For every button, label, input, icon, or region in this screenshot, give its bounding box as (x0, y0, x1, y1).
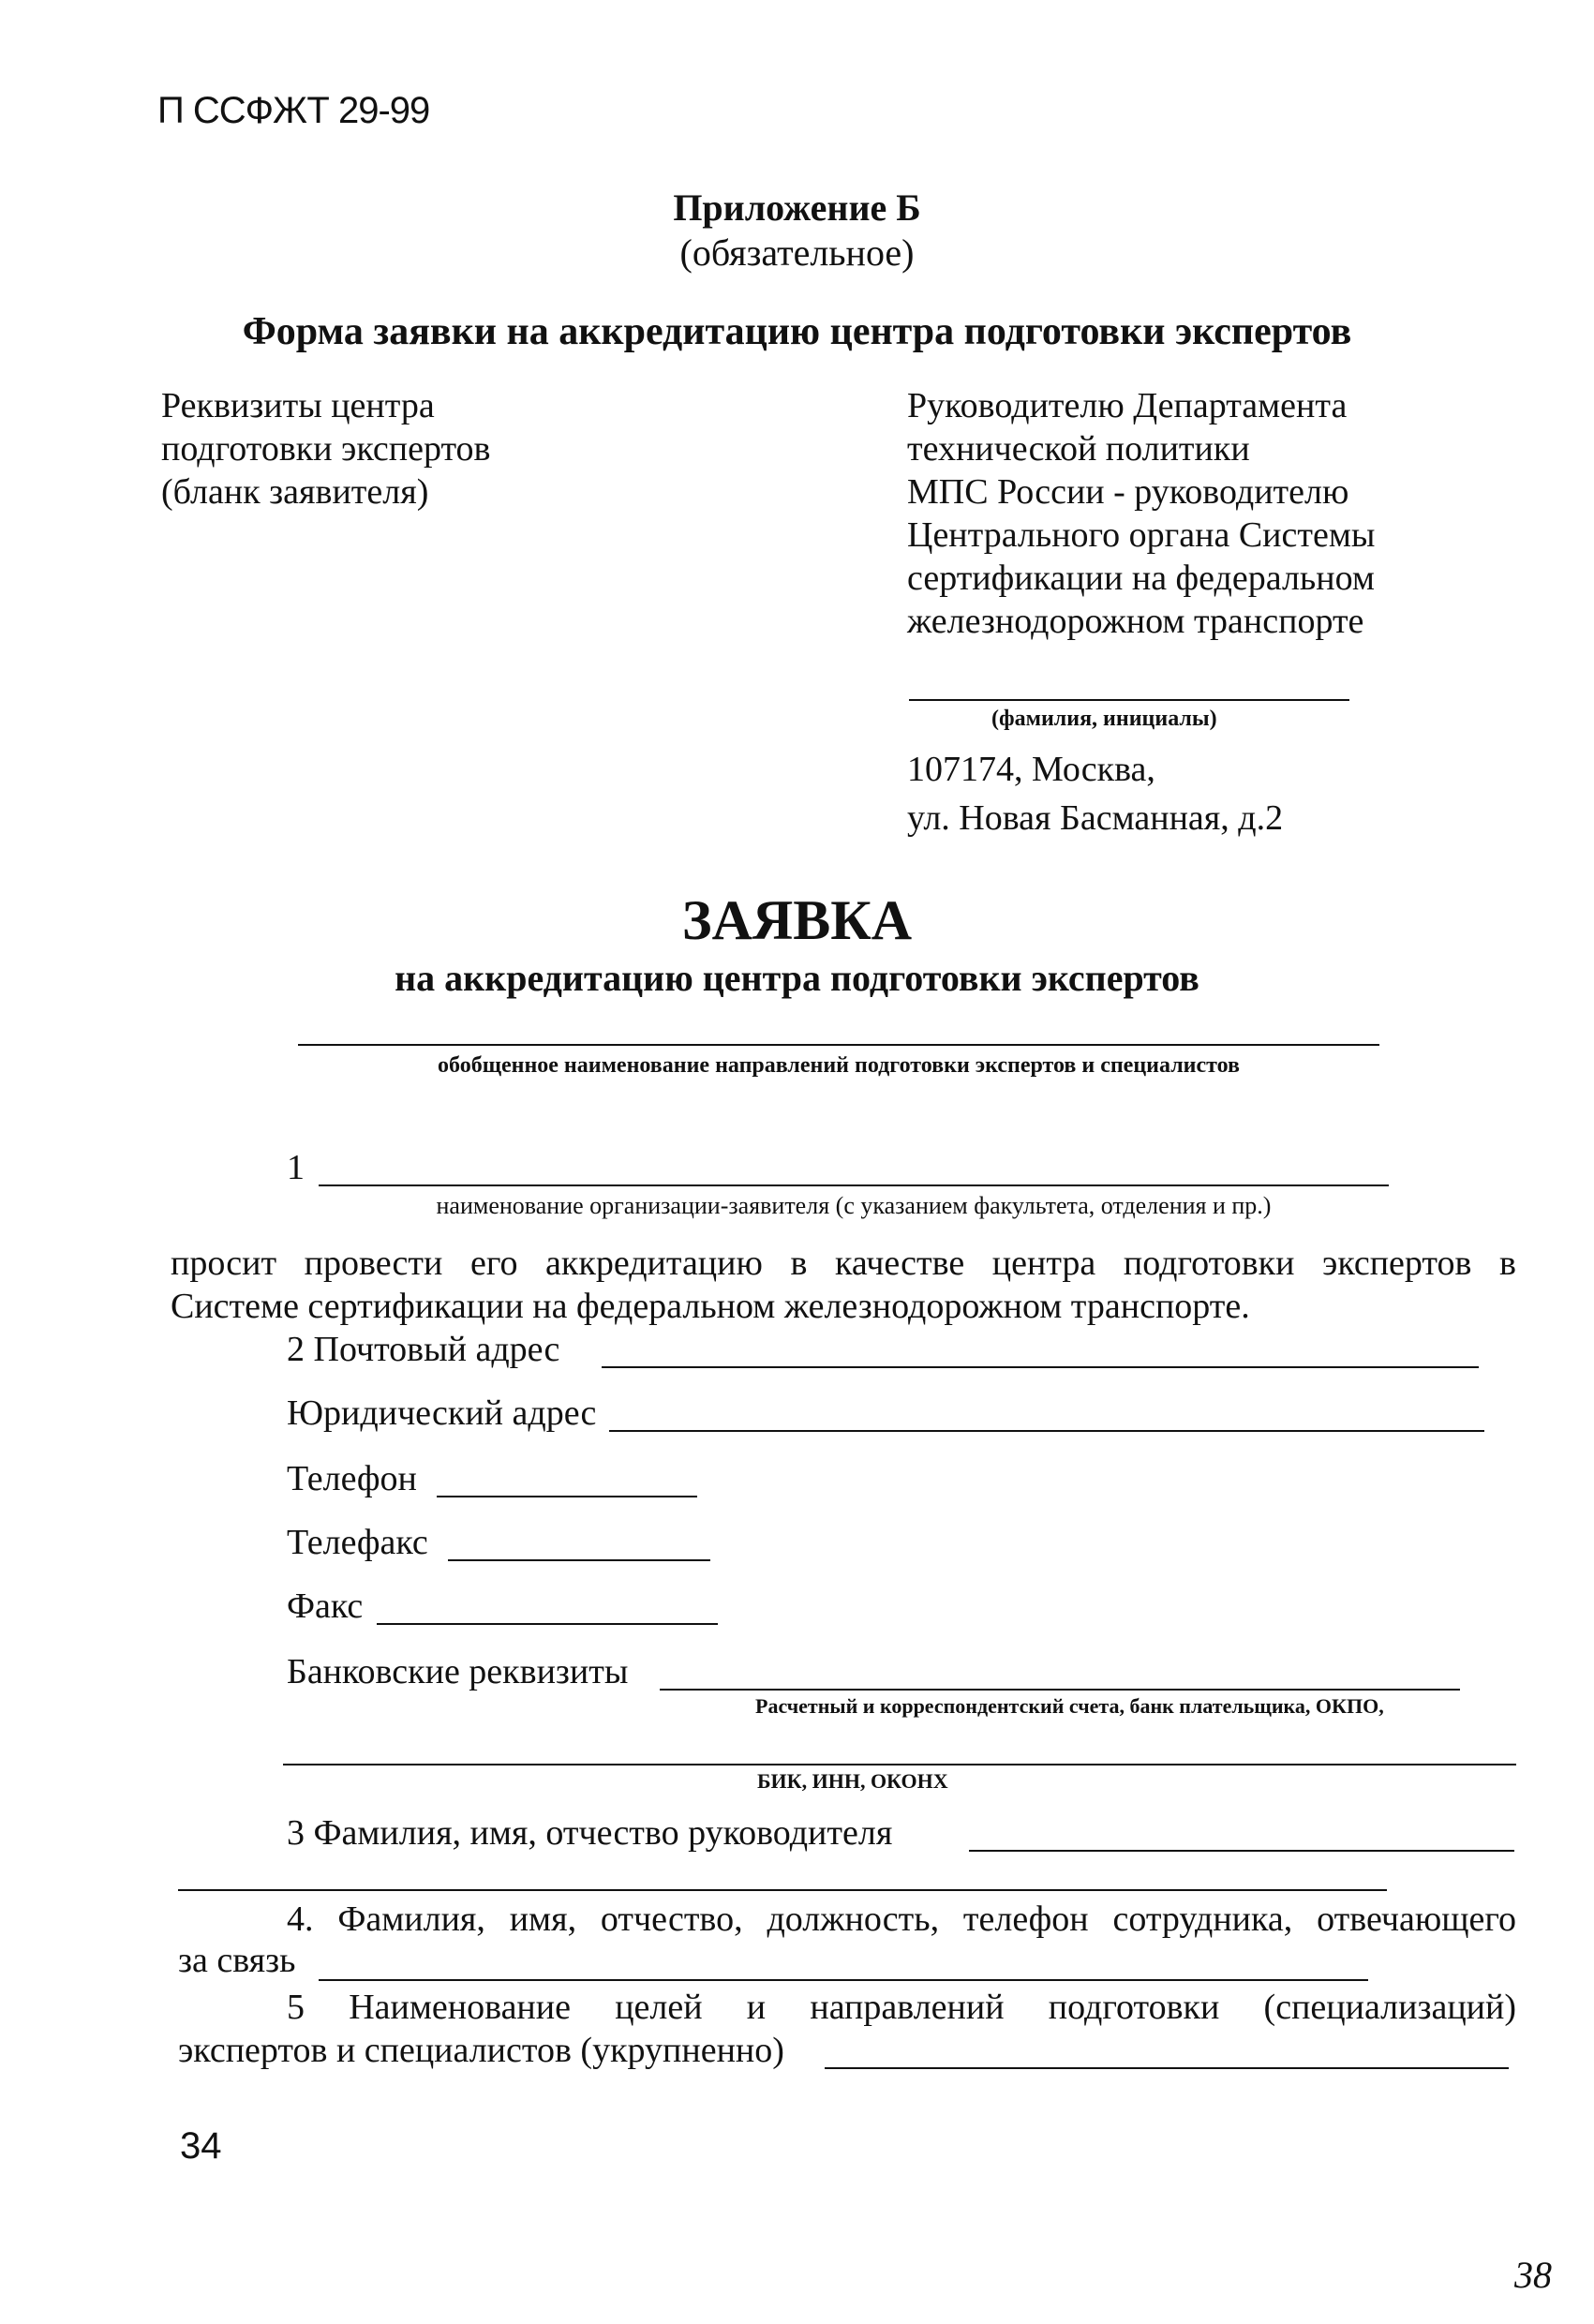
address-line-1: 107174, Москва, (907, 750, 1155, 789)
director-name-label: 3 Фамилия, имя, отчество руководителя (287, 1813, 893, 1853)
postal-address-field[interactable] (602, 1366, 1479, 1368)
contact-person-label-line-2: за связь (178, 1941, 296, 1980)
item-1-text-line-2: Системе сертификации на федеральном железнодорожном транспорте. (171, 1287, 1250, 1326)
appendix-title: Приложение Б (673, 186, 921, 229)
organization-name-caption: наименование организации-заявителя (с указанием факультета, отделения и пр.) (436, 1192, 1272, 1219)
bank-details-field-1[interactable] (660, 1689, 1460, 1691)
address-line-2: ул. Новая Басманная, д.2 (907, 798, 1284, 838)
directions-line (298, 1044, 1379, 1046)
bank-details-caption-2: БИК, ИНН, ОКОНХ (757, 1769, 948, 1793)
telefax-field[interactable] (448, 1559, 710, 1561)
training-goals-label-line-1: 5 Наименование целей и направлений подготовки (специализаций) (287, 1988, 1516, 2027)
item-1-number: 1 (287, 1148, 305, 1187)
contact-person-field[interactable] (319, 1979, 1368, 1981)
fax-field[interactable] (377, 1623, 718, 1625)
addressee-name-caption: (фамилия, инициалы) (991, 707, 1217, 731)
addressee-name-line (909, 699, 1349, 701)
bank-details-caption-1: Расчетный и корреспондентский счета, банк плательщика, ОКПО, (755, 1694, 1384, 1718)
addressee-line-4: Центрального органа Системы (907, 515, 1376, 555)
training-goals-field[interactable] (825, 2067, 1509, 2069)
director-name-field[interactable] (969, 1850, 1514, 1852)
addressee-line-3: МПС России - руководителю (907, 472, 1349, 512)
phone-field[interactable] (437, 1496, 697, 1497)
application-subtitle: на аккредитацию центра подготовки экспертов (395, 957, 1199, 999)
bank-details-label: Банковские реквизиты (287, 1652, 629, 1691)
left-block-line-3: (бланк заявителя) (161, 472, 429, 512)
contact-person-label-line-1: 4. Фамилия, имя, отчество, должность, телефон сотрудника, отвечающего (287, 1899, 1516, 1939)
legal-address-field[interactable] (609, 1430, 1484, 1432)
phone-label: Телефон (287, 1459, 417, 1498)
director-name-field-2[interactable] (178, 1889, 1387, 1891)
left-block-line-1: Реквизиты центра (161, 386, 435, 425)
addressee-line-5: сертификации на федеральном (907, 559, 1375, 598)
training-goals-label-line-2: экспертов и специалистов (укрупненно) (178, 2031, 784, 2070)
bank-details-field-2[interactable] (283, 1764, 1516, 1765)
appendix-subtitle: (обязательное) (679, 231, 915, 274)
addressee-line-6: железнодорожном транспорте (907, 602, 1364, 641)
document-code: П ССФЖТ 29-99 (157, 90, 430, 131)
page-number: 34 (180, 2125, 222, 2167)
addressee-line-2: технической политики (907, 429, 1250, 469)
item-1-text-line-1: просит провести его аккредитацию в качестве центра подготовки экспертов в (171, 1244, 1516, 1283)
telefax-label: Телефакс (287, 1523, 428, 1562)
addressee-line-1: Руководителю Департамента (907, 386, 1348, 425)
directions-caption: обобщенное наименование направлений подготовки экспертов и специалистов (438, 1053, 1240, 1078)
fax-label: Факс (287, 1587, 364, 1626)
form-title: Форма заявки на аккредитацию центра подготовки экспертов (242, 310, 1352, 353)
left-block-line-2: подготовки экспертов (161, 429, 491, 469)
organization-name-line (319, 1184, 1389, 1186)
sheet-number: 38 (1514, 2254, 1552, 2296)
application-title: ЗАЯВКА (681, 889, 913, 951)
postal-address-label: 2 Почтовый адрес (287, 1330, 560, 1369)
legal-address-label: Юридический адрес (287, 1393, 597, 1433)
